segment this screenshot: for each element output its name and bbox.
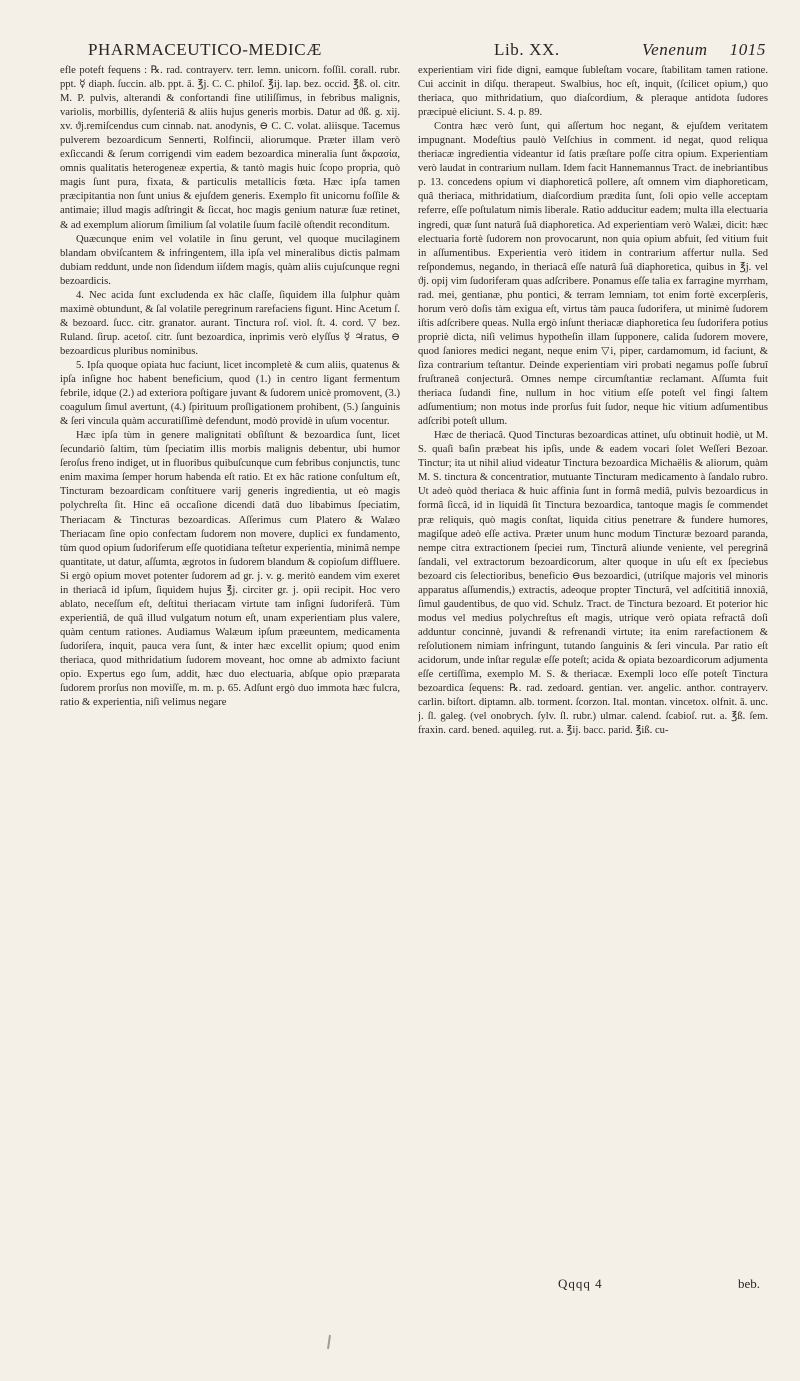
catchword: beb. xyxy=(738,1276,761,1291)
running-head xyxy=(88,40,766,64)
paragraph: 5. Ipſa quoque opiata huc faciunt, licet incompletè & cum aliis, quatenus & ipſa inſigne hoc habent beneficium, quod (1.) in centro ligant fermentum febrile, idque (2.) ad exteriora poſtigare juvant & ſudorem unicè promovent, (3.) coagulum ſimul avertunt, (4.) ſpirituum proſligationem prohibent, (5.) ſanguinis & ſeri vincula quàm accuratiſſimè defendunt, modò providè in uſum vocentur. xyxy=(60,359,400,428)
paragraph: 4. Nec acida ſunt excludenda ex hâc claſſe, ſiquidem illa ſulphur quàm maximè obtundunt, & ſal volatile peregrinum rarefaciens figunt. Hinc Acetum ſ. & bezoard. ſucc. citr. granator. aurant. Tinctura roſ. viol. ſt. 4. cord. ▽ bez. Ruland. ſirup. acetoſ. citr. ſunt bezoardica, inprimis verò elyſſus ☿ ♃ratus, ⊖ bezoardicus pluribus nominibus. xyxy=(60,289,400,357)
running-head-book: Lib. XX. xyxy=(494,40,560,59)
page-number: 1015 xyxy=(729,40,766,59)
paragraph: Hæc ipſa tùm in genere malignitati obſiſtunt & bezoardica ſunt, licet ſecundariò ſaltim, tùm ſpeciatim illis morbis malignis debentur, ubi humor ſeroſus freno indiget, ut in fluoribus quibuſcunque cum febribus conjunctis, tunc enim maxima ſemper horum habenda eſt ratio. Et ex hâc ratione conſultum eſt, Tincturam bezoardicam conſtituere varij generis ingredientia, ut eò magis polychreſta ſit. Hinc eâ occaſione dicendi datâ duo libabimus ſpeciatim, Theriacam & Tincturas bezoardicas. Aſſerimus cum Platero & Walæo Theriacam ſine opio confectam ſudorem non movere, duplici ex fundamento, tùm quod opium ſudoriferum eſſe quotidiana teſtetur experientia, minimâ nempe quantitate, ut datur, aſſumta, ægrotos in ſudorem blandum & copioſum diffluere. Si ergò opium movet potenter ſudorem ad gr. j. v. g. meritò eandem vim exeret in theriacâ id ipſum, ſiquidem hujus ℥j. circiter gr. j. opii recipit. Hoc vero ablato, neceſſum eſt, deſtitui theriacam virtute tam inſigni ſudoriferâ. Tùm experientiâ, de quâ illud vulgatum notum eſt, unam experientiam plus valere, quàm centum rationes. Audiamus Walæum ipſum præeuntem, medicamenta ſudoriſera, inquit, pauca vera ſunt, & inter hæc excellit opium; quod enim theriaca, quod mithridatium ſudorem moveant, hoc omne ab admixto faciunt opio. Expertus ego ſum, addit, hæc duo electuaria, abſque opio præparata ſudorem prorſus non moviſſe, m. m. p. 65. Adſunt ergò duo immota hæc fulcra, ratio & experientia, niſi velimus negare xyxy=(60,430,400,709)
signature-mark: Qqqq 4 xyxy=(558,1276,603,1291)
left-text-column xyxy=(60,64,400,1274)
paragraph: efle poteft fequens : ℞. rad. contrayerv. terr. lemn. unicorn. foſſil. corall. rubr. ppt. ☿ diaph. ſuccin. alb. ppt. ā. ℥j. C. C. philoſ. ℥ij. lap. bez. occid. ℥ß. ol. citr. M. P. pulvis, alterandi & confortandi fine utiliſſimus, in febribus malignis, variolis, morbillis, dyſenteriâ & aliis hujus generis morbis. Datur ad ϑß. g. xij. xv. ϑj.remiſcendus cum cinnab. nat. anodynis, ⊖ C. C. volat. aliisque. Tacemus pulverem bezoardicum Sennerti, Rolfincii, aliorumque. Præter illam verò exſiccandi & ſerum corrigendi vim eadem bezoardica mineralia ſunt ἄκρασία, omnis qualitatis heterogeneæ expertia, & tantò magis huic ſcopo propria, quò magis ſunt pura, fixata, & particulis metallicis fœta. Hæc ipſa tamen præcipitantia non ſunt unius & ejuſdem generis. Exemplo fit unicornu foſſile & antimaie; illud magis adſtringit & ſiccat, hoc magis genium naturæ ſuæ retinet, & ad exemplum aliorum ſimilium ſal volatile ſuum facilè oſtendit reconditum. xyxy=(60,65,400,231)
right-text-column xyxy=(418,64,768,1274)
paragraph: Quæcunque enim vel volatile in ſinu gerunt, vel quoque mucilaginem blandam obviſcantem & infringentem, illa ipſa vel mineralibus dictis palmam dubiam reddunt, unde non ſidendum iiſdem magis, quàm aliis cujuſcunque regni bezoardicis. xyxy=(60,233,400,287)
paragraph: experientiam viri fide digni, eamque ſubleſtam vocare, ſtabilitam tamen ratione. Cui accinit in diſqu. therapeut. Swalbius, hoc eſt, inquit, (ſcilicet opium,) quo theriaca, quo mithridatium, quo diaſcordium, & pleraque antidota ſudores præcipuè eliciunt. S. 4. p. 89. xyxy=(418,65,768,119)
running-head-section: Venenum xyxy=(642,40,708,59)
stray-ink-mark xyxy=(327,1335,331,1349)
paragraph: Hæc de theriacâ. Quod Tincturas bezoardicas attinet, uſu obtinuit hodiè, ut M. S. quaſi baſin præbeat his ipſis, unde & eadem vocari ſolet Weſſeri Bezoar. Tinctur; ita ut nihil aliud videatur Tinctura bezoardica Michaëlis & aliorum, quàm M. S. tinctura & concentratior, mutuante Tincturam medicamento à ſandalo rubro. Ut adeò quòd theriaca & huic affinia ſunt in formâ mediâ, pulvis bezoardicus in formâ ſiccâ, id in liquidâ ſit Tinctura bezoardica, tantoque magis ſe commendet præ reliquis, quò magis conſtat, liquida citius penetrare & fundere humores, magiſque adeò eſſe activa. Præter unum hunc modum Tincturæ bezoard paranda, nempe citra extractionem ſpeciei rum, Tincturâ aliunde veniente, vel peregrinâ ſandali, vel extractorum bezoardicorum, alter quoque in uſu eſt ex ſpeciebus bezoard cis ſelectioribus, beneficio ⊖us bezoardici, (utriſque majoris vel minoris apparatus aſſumendis,) extractis, adeoque propter Tincturâ, vel adſcititiâ innoxiâ, ſimul gaudentibus, de quo vid. Schulz. Tract. de Tinctura bezoard. Et poterior hic modus vel medius polychreſtus eſt magis, utrique verò opiata refractâ doſi adduntur concinnè, juvandi & refrenandi virtute; ita enim rarefactionem & reſolutionem nimiam infringunt, tutando ſanguinis & ſeri vincula. Par ratio eſt acidorum, unde inſtar regulæ eſſe poteſt; acida & opiata bezoardicorum adjumenta eſſe certiſſima, exemplo M. S. & theriacæ. Exempli loco eſſe poteſt Tinctura bezoardica ſequens: ℞. rad. zedoard. gentian. ver. angelic. anthor. contrayerv. carlin. biſtort. diptamn. alb. torment. ſcorzon. Ital. montan. vincetox. olfnit. ā. unc. j. ſl. galeg. (vel onobrych. ſylv. ſl. rubr.) ulmar. calend. ſcabioſ. rut. a. ℥ß. ſem. fraxin. card. bened. aquileg. rut. a. ℥ij. bacc. parid. ℥iß. cu- xyxy=(418,430,768,737)
running-head-title: PHARMACEUTICO-MEDICÆ xyxy=(88,40,322,59)
paragraph: Contra hæc verò ſunt, qui aſſertum hoc negant, & ejuſdem veritatem impugnant. Modeſtius paulò Velſchius in comment. id negat, quod reliqua theriacæ ingredientia videantur id ſatis præſtare poſſe citra opium. Experientiam verò laudat in contrarium nullam. Idem facit Hannemannus Tract. de inebriantibus p. 13. concedens opium vi diaphoreticâ pollere, aſt omnem vim diaphoreticam, quâ theriaca, mithridatium, diaſcordium prædita ſunt, ſoli opio velle acceptam referre, eſſe poſtulatum nimis liberale. Ratio adducitur eadem; multa illa electuaria ingredi, quæ ſunt naturâ ſuâ diaphoretica. Ad experientiam verò Walæi, dicit: hæc electuaria fortè ſudorem non provocarunt, non quia opium abfuit, ſed vitium fuit in aſſumentibus. Experientia verò itidem in contrarium affertur nulla. Sed reſpondemus, negando, in theriacâ eſſe naturâ ſuâ diaphoretica, quibus in ℥j. vel ϑj. opij vim ſudoriferam quas adſcribere. Ponamus eſſe talia ex farragine myrrham, rad. mei, gentianæ, phu pontici, & terram lemniam, tot enim fortè excerpſeris, horum verò doſis tàm exigua eſt, virtus tàm pauca ſudorifera, ut minimè ſudorem iſtis adſcribere queas. Nulla ergò inſunt theriacæ diaphoretica ſeu ſudorifera potius propriè dicta, niſi velimus hypotheſin illam ſupponere, calida ſudorem movere, quod ſaniores medici negant, neque enim ▽i, piper, cardamomum, id faciunt, & ſiza contrarium teſtantur. Deinde experientiam viri probati negamus poſſe ſubruî fruſtraneâ conjecturâ. Omnes nempe circumſtantiæ reclamant. Aſſumta fuit theriaca ſudandi fine, nullum in hoc vitium eſſe poteſt vel fingi ſaltem adſumentium; non motus inde prorſus fuit ſudor, neque hic vitium adſumentibus adſcribi poteſt ullum. xyxy=(418,121,768,428)
